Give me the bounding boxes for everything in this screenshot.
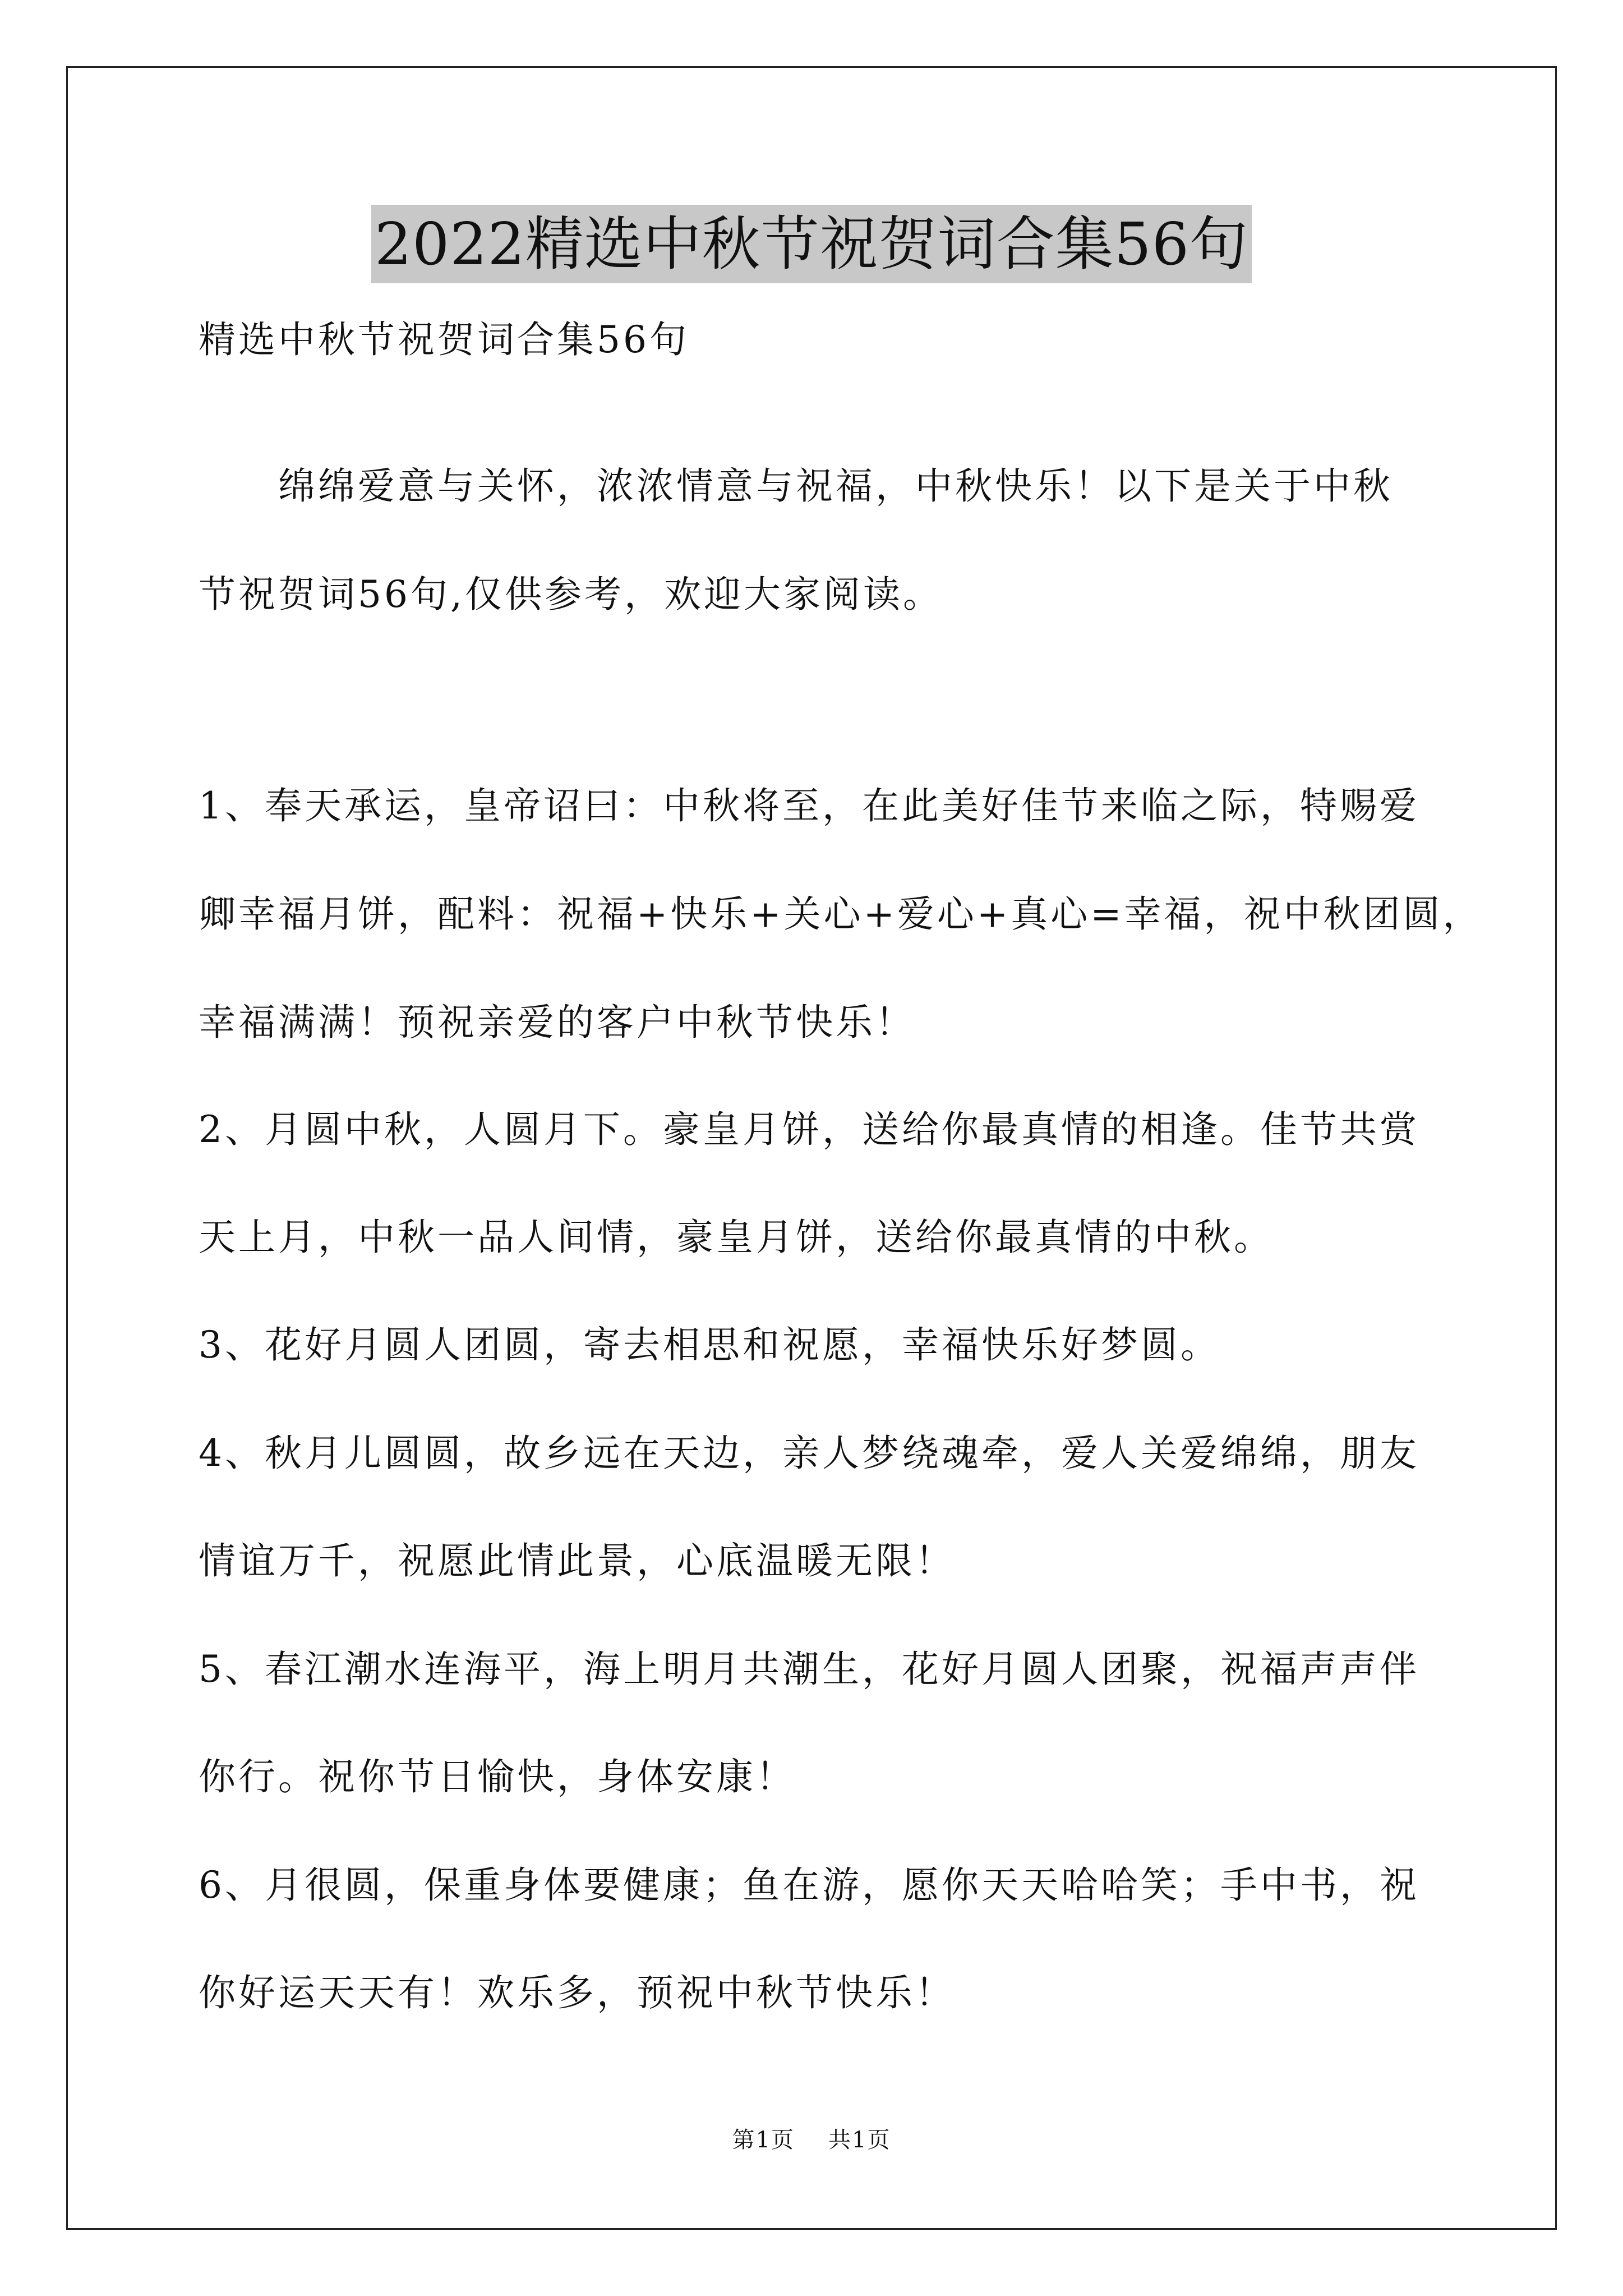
item-4-line: 情谊万千，祝愿此情此景，心底温暖无限！ (199, 1539, 955, 1582)
subtitle: 精选中秋节祝贺词合集56句 (199, 318, 689, 361)
item-1-line: 幸福满满！预祝亲爱的客户中秋节快乐！ (199, 1001, 915, 1044)
item-2-line: 2、月圆中秋，人圆月下。豪皇月饼，送给你最真情的相逢。佳节共赏 (199, 1108, 1419, 1151)
intro-line: 节祝贺词56句,仅供参考，欢迎大家阅读。 (199, 573, 943, 616)
item-4-line: 4、秋月儿圆圆，故乡远在天边，亲人梦绕魂牵，爱人关爱绵绵，朋友 (199, 1432, 1419, 1475)
item-5-line: 你行。祝你节日愉快，身体安康！ (199, 1755, 796, 1798)
item-6-line: 你好运天天有！欢乐多，预祝中秋节快乐！ (199, 1971, 955, 2014)
item-1-line: 1、奉天承运，皇帝诏曰：中秋将至，在此美好佳节来临之际，特赐爱 (199, 784, 1419, 827)
item-6-line: 6、月很圆，保重身体要健康；鱼在游，愿你天天哈哈笑；手中书，祝 (199, 1864, 1419, 1907)
title-container (0, 205, 1623, 283)
item-1-line: 卿幸福月饼，配料：祝福+快乐+关心+爱心+真心=幸福，祝中秋团圆， (199, 892, 1483, 936)
page-total: 共1页 (828, 2127, 891, 2153)
page-footer (0, 2126, 1623, 2154)
intro-line: 绵绵爱意与关怀，浓浓情意与祝福，中秋快乐！以下是关于中秋 (199, 464, 1393, 508)
document-title: 2022精选中秋节祝贺词合集56句 (371, 205, 1252, 283)
item-3-line: 3、花好月圆人团圆，寄去相思和祝愿，幸福快乐好梦圆。 (199, 1323, 1220, 1366)
item-5-line: 5、春江潮水连海平，海上明月共潮生，花好月圆人团聚，祝福声声伴 (199, 1648, 1419, 1691)
item-2-line: 天上月，中秋一品人间情，豪皇月饼，送给你最真情的中秋。 (199, 1216, 1274, 1259)
page-number: 第1页 (732, 2127, 795, 2153)
